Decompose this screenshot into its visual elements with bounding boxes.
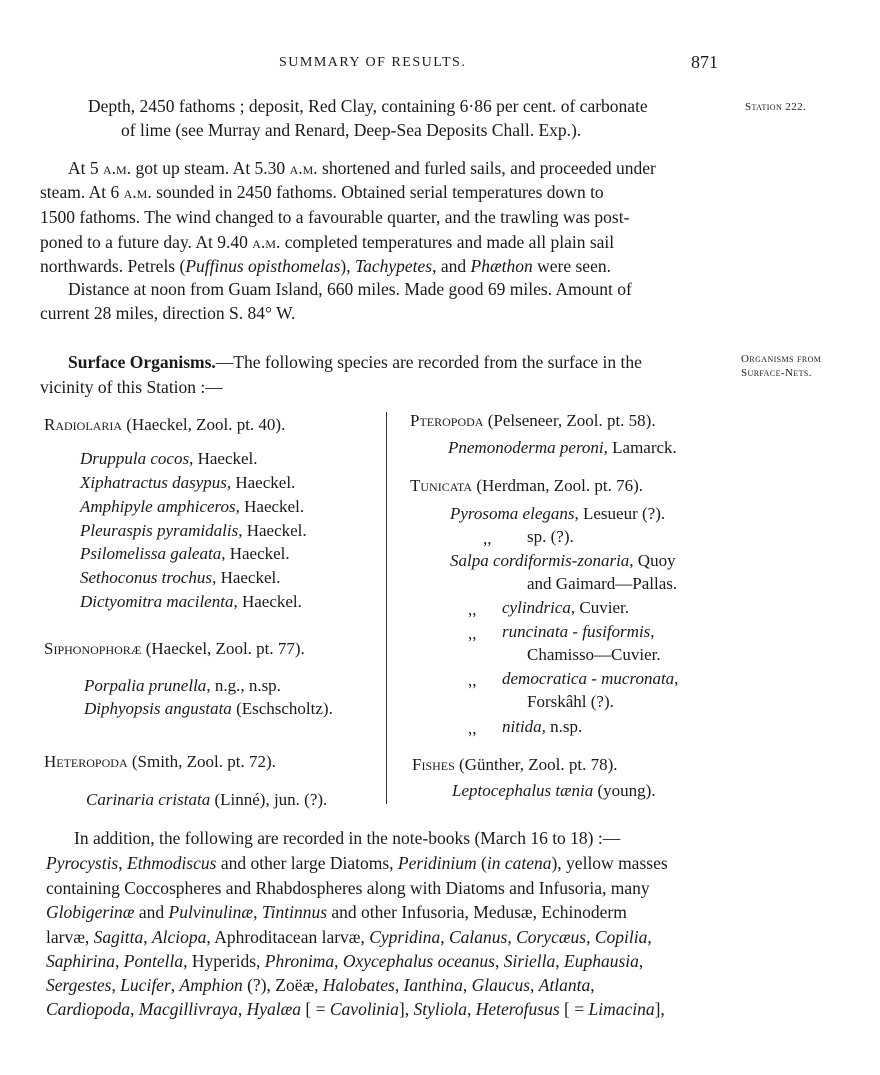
species-author-continued: Forskâhl (?).: [527, 692, 614, 711]
species-entry: Xiphatractus dasypus, Haeckel.: [80, 473, 296, 492]
group-tunicata: Tunicata (Herdman, Zool. pt. 76).: [410, 476, 643, 495]
station-side-label: Station 222.: [745, 101, 807, 113]
species-entry: Amphipyle amphiceros, Haeckel.: [80, 497, 305, 516]
species-entry: runcinata - fusiformis,: [502, 622, 655, 641]
species-entry: Pnemonoderma peroni, Lamarck.: [448, 438, 677, 457]
species-entry: Pyrosoma elegans, Lesueur (?).: [450, 504, 666, 523]
addition-line-6: Saphirina, Pontella, Hyperids, Phronima, Oxycephalus oceanus, Siriella, Euphausia,: [46, 951, 644, 971]
group-pteropoda: Pteropoda (Pelseneer, Zool. pt. 58).: [410, 411, 656, 430]
species-author-continued: and Gaimard—Pallas.: [527, 574, 678, 593]
species-entry: Pleuraspis pyramidalis, Haeckel.: [80, 521, 307, 540]
group-siphonophorae: Siphonophoræ (Haeckel, Zool. pt. 77).: [44, 639, 305, 658]
addition-line-8: Cardiopoda, Macgillivraya, Hyalæa [ = Cavolinia], Styliola, Heterofusus [ = Limacina],: [46, 999, 665, 1019]
species-entry: democratica - mucronata,: [502, 669, 679, 688]
ditto-mark: ,,: [468, 719, 477, 738]
surface-heading: Surface Organisms.: [68, 352, 216, 372]
addition-line-2: Pyrocystis, Ethmodiscus and other large Diatoms, Peridinium (in catena), yellow masses: [46, 853, 668, 873]
narrative-line-1: At 5 a.m. got up steam. At 5.30 a.m. shortened and furled sails, and proceeded under: [68, 158, 656, 178]
species-entry: sp. (?).: [527, 527, 574, 546]
species-entry: Leptocephalus tænia (young).: [452, 781, 656, 800]
species-entry: nitida, n.sp.: [502, 717, 583, 736]
group-fishes: Fishes (Günther, Zool. pt. 78).: [412, 755, 618, 774]
ditto-mark: ,,: [468, 671, 477, 690]
addition-line-5: larvæ, Sagitta, Alciopa, Aphroditacean larvæ, Cypridina, Calanus, Corycæus, Copilia,: [46, 927, 652, 947]
group-radiolaria: Radiolaria (Haeckel, Zool. pt. 40).: [44, 415, 286, 434]
depth-line-1: Depth, 2450 fathoms ; deposit, Red Clay, containing 6·86 per cent. of carbonate: [88, 96, 648, 116]
page-number: 871: [691, 52, 718, 72]
species-entry: Dictyomitra macilenta, Haeckel.: [80, 592, 302, 611]
organisms-side-label-1: Organisms from: [741, 353, 822, 365]
species-entry: Sethoconus trochus, Haeckel.: [80, 568, 281, 587]
narrative-line-7: current 28 miles, direction S. 84° W.: [40, 303, 296, 323]
narrative-line-6: Distance at noon from Guam Island, 660 miles. Made good 69 miles. Amount of: [68, 279, 632, 299]
species-entry: Druppula cocos, Haeckel.: [80, 449, 258, 468]
species-entry: Porpalia prunella, n.g., n.sp.: [84, 676, 281, 695]
narrative-line-5: northwards. Petrels (Puffinus opisthomelas), Tachypetes, and Phæthon were seen.: [40, 256, 611, 276]
addition-line-4: Globigerinæ and Pulvinulinæ, Tintinnus and other Infusoria, Medusæ, Echinoderm: [46, 902, 627, 922]
group-heteropoda: Heteropoda (Smith, Zool. pt. 72).: [44, 752, 276, 771]
column-divider: [386, 412, 387, 804]
running-title: SUMMARY OF RESULTS.: [279, 55, 467, 70]
depth-line-2: of lime (see Murray and Renard, Deep-Sea Deposits Chall. Exp.).: [121, 120, 582, 140]
addition-line-1: In addition, the following are recorded in the note-books (March 16 to 18) :—: [74, 828, 621, 848]
ditto-mark: ,,: [468, 600, 477, 619]
ditto-mark: ,,: [483, 529, 492, 548]
species-entry: Diphyopsis angustata (Eschscholtz).: [84, 699, 333, 718]
species-entry: cylindrica, Cuvier.: [502, 598, 630, 617]
surface-heading-line-2: vicinity of this Station :—: [40, 377, 223, 397]
ditto-mark: ,,: [468, 624, 477, 643]
species-entry: Salpa cordiformis-zonaria, Quoy: [450, 551, 676, 570]
species-entry: Psilomelissa galeata, Haeckel.: [80, 544, 290, 563]
narrative-line-3: 1500 fathoms. The wind changed to a favourable quarter, and the trawling was post-: [40, 207, 630, 227]
species-entry: Carinaria cristata (Linné), jun. (?).: [86, 790, 328, 809]
narrative-line-2: steam. At 6 a.m. sounded in 2450 fathoms. Obtained serial temperatures down to: [40, 182, 604, 202]
organisms-side-label-2: Surface-Nets.: [741, 367, 812, 379]
addition-line-3: containing Coccospheres and Rhabdospheres along with Diatoms and Infusoria, many: [46, 878, 650, 898]
surface-heading-line-1: Surface Organisms.—The following species are recorded from the surface in the: [68, 352, 642, 372]
addition-line-7: Sergestes, Lucifer, Amphion (?), Zoëæ, Halobates, Ianthina, Glaucus, Atlanta,: [46, 975, 595, 995]
species-author-continued: Chamisso—Cuvier.: [527, 645, 661, 664]
narrative-line-4: poned to a future day. At 9.40 a.m. completed temperatures and made all plain sail: [40, 232, 615, 252]
